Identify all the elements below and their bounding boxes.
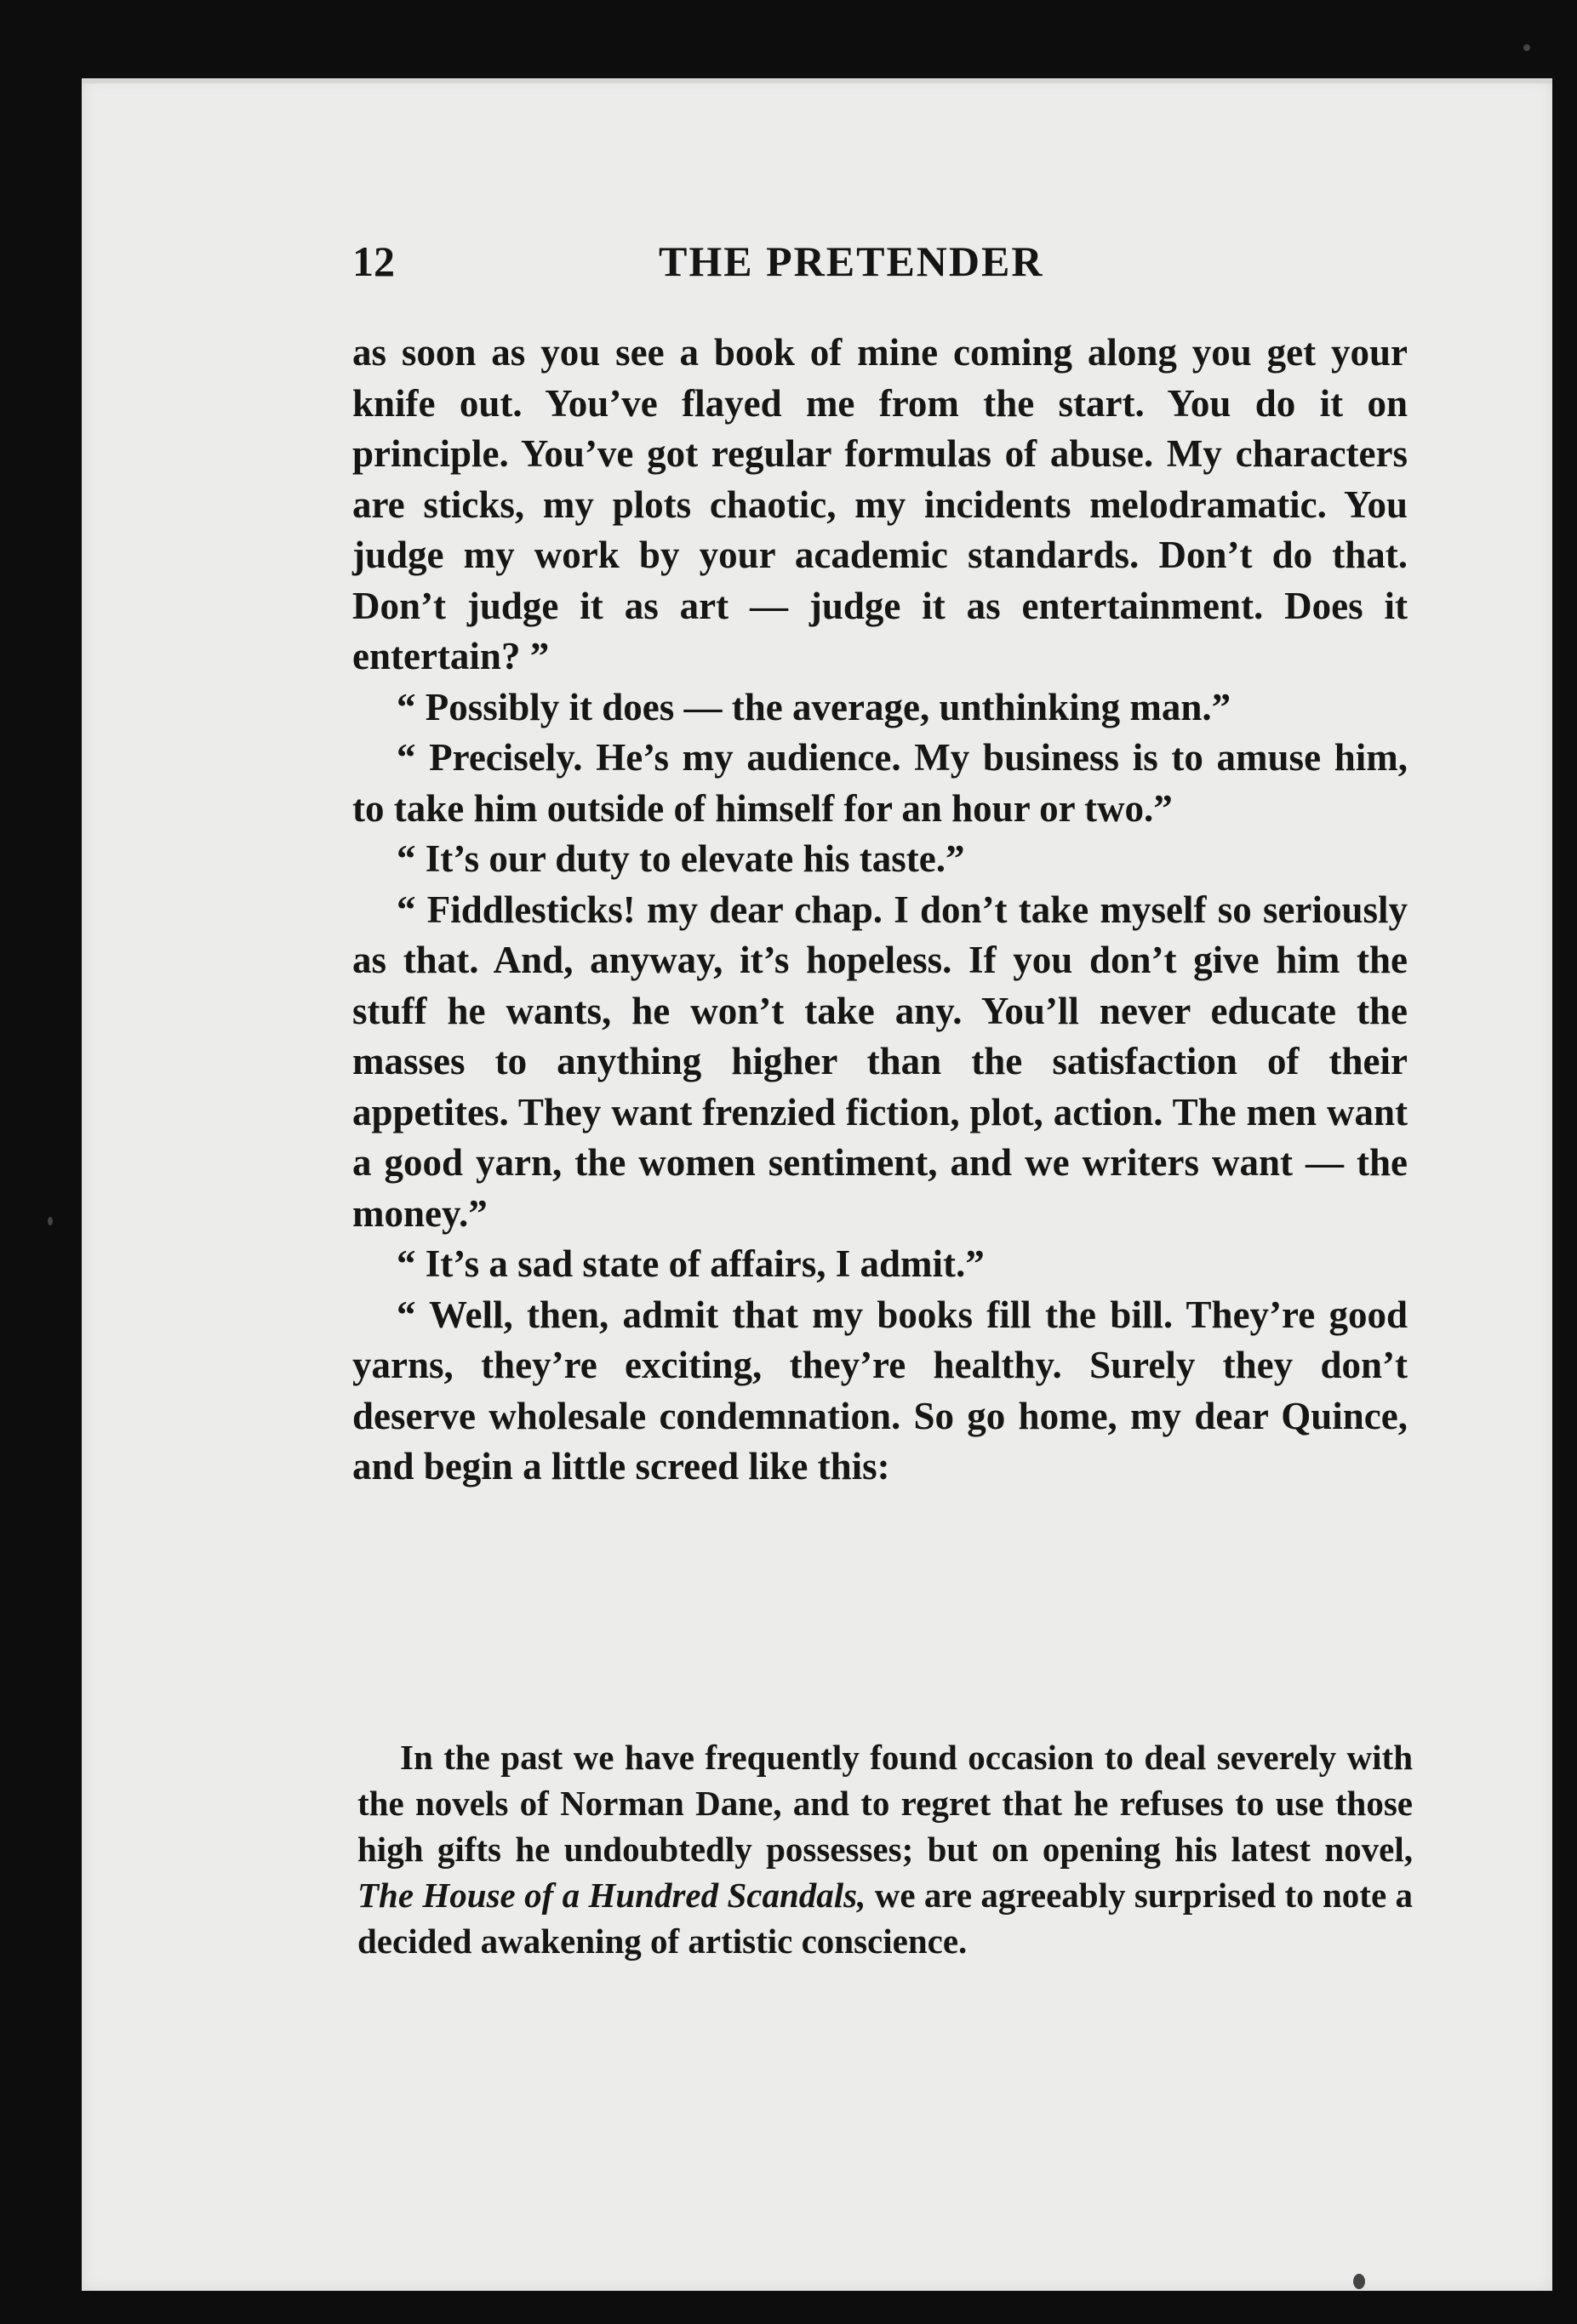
paragraph: “ Possibly it does — the average, unthinking man.”: [397, 685, 1231, 728]
paragraph: as soon as you see a book of mine coming along you get your knife out. You’ve flayed me from the start. You do it on principle. You’ve got regular formulas of abuse. My characters are sticks, my plots chaotic, my incidents melodramatic. You judge my work by your academic standards. Don’t do that. Don’t judge it as art — judge it as entertainment. Does it entertain? ”: [352, 331, 1408, 677]
quote-paragraph: [357, 1734, 1413, 1964]
quoted-book-title: The House of a Hundred Scandals,: [357, 1876, 866, 1915]
block-quote: [357, 1734, 1413, 1964]
quote-text-end: we are agreeably surprised to note a decided awakening of artistic conscience.: [357, 1876, 1414, 1961]
paragraph: “ It’s our duty to elevate his taste.”: [397, 837, 965, 880]
paragraph: “ Well, then, admit that my books fill the bill. They’re good yarns, they’re exciting, they’re healthy. Surely they don’t deserve wholesale condemnation. So go home, my dear Quince, and begin a little screed like this:: [352, 1293, 1408, 1487]
scan-speck: [1353, 2274, 1365, 2289]
scan-speck: [48, 1217, 53, 1225]
quote-text-start: In the past we have frequently found occasion to deal severely with the novels of Norman Dane, and to regret that he refuses to use those high gifts he undoubtedly possesses; but on opening his latest novel,: [357, 1738, 1413, 1869]
page-number: 12: [352, 237, 395, 285]
paragraph: “ Fiddlesticks! my dear chap. I don’t take myself so seriously as that. And, anyway, it’s hopeless. If you don’t give him the stuff he wants, he won’t take any. You’ll never educate the masses to anything higher than the satisfaction of their appetites. They want frenzied fiction, plot, action. The men want a good yarn, the women sentiment, and we writers want — the money.”: [352, 888, 1408, 1235]
paragraph: “ It’s a sad state of affairs, I admit.”: [397, 1242, 985, 1285]
scan-speck: [1523, 44, 1530, 51]
page-top-edge: [82, 78, 1552, 83]
running-title: THE PRETENDER: [659, 237, 1044, 285]
paragraph: “ Precisely. He’s my audience. My business is to amuse him, to take him outside of himself for an hour or two.”: [352, 736, 1408, 830]
body-text: [352, 328, 1408, 1493]
page-header: [352, 237, 1408, 288]
